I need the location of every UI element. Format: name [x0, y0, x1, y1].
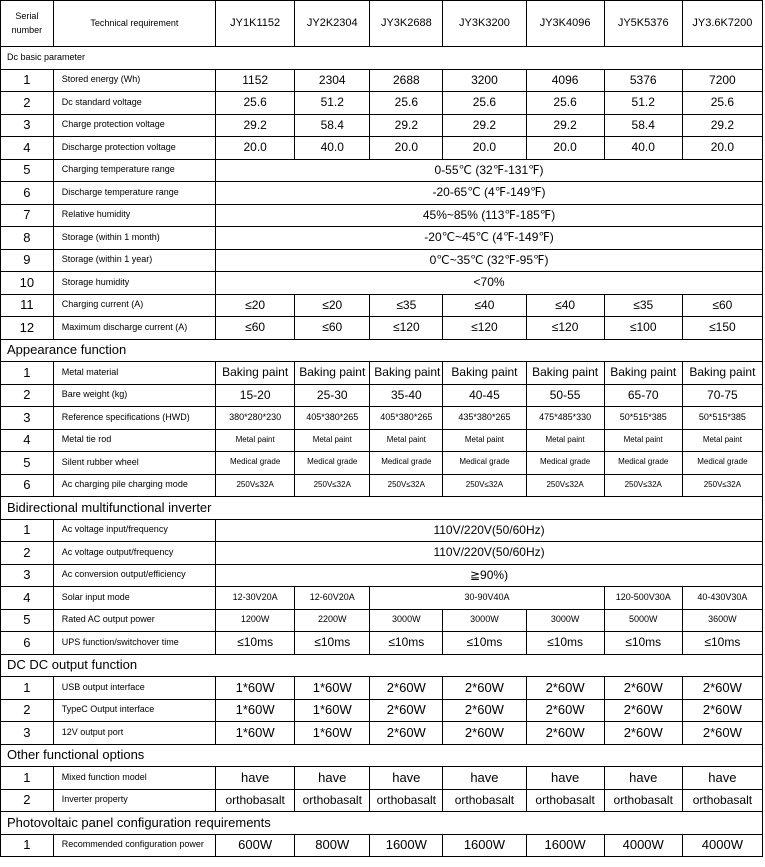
value-cell: 2*60W [370, 722, 443, 745]
requirement-label: Maximum discharge current (A) [53, 317, 215, 340]
table-row [1, 722, 763, 745]
requirement-label: Metal material [53, 362, 215, 385]
spanned-value-cell: ≧90%) [216, 564, 763, 587]
serial-number-cell: 1 [1, 834, 54, 857]
requirement-label: Silent rubber wheel [53, 452, 215, 475]
value-cell: 15-20 [216, 384, 295, 407]
serial-number-cell: 9 [1, 249, 54, 272]
value-cell: ≤100 [604, 317, 682, 340]
value-cell: 1*60W [216, 722, 295, 745]
value-cell: Metal paint [682, 429, 762, 452]
section-title: Photovoltaic panel configuration requirements [1, 812, 763, 835]
value-cell: ≤10ms [526, 632, 604, 655]
spanned-value-cell: -20-65℃ (4℉-149℉) [216, 182, 763, 205]
value-cell: ≤60 [682, 294, 762, 317]
value-cell: 1*60W [216, 677, 295, 700]
value-cell: 51.2 [604, 92, 682, 115]
requirement-label: Bare weight (kg) [53, 384, 215, 407]
value-cell: 2*60W [526, 677, 604, 700]
value-cell: 405*380*265 [295, 407, 370, 430]
value-cell: 435*380*265 [443, 407, 526, 430]
value-cell: 25-30 [295, 384, 370, 407]
section-title: Other functional options [1, 744, 763, 767]
value-cell: 2*60W [370, 677, 443, 700]
value-cell: 1200W [216, 609, 295, 632]
value-cell: 1152 [216, 69, 295, 92]
value-cell: Medical grade [370, 452, 443, 475]
requirement-label: Discharge temperature range [53, 182, 215, 205]
value-cell: 1*60W [216, 699, 295, 722]
value-cell: orthobasalt [526, 789, 604, 812]
value-cell: 405*380*265 [370, 407, 443, 430]
spanned-value-cell: 0-55℃ (32℉-131℉) [216, 159, 763, 182]
table-row [1, 227, 763, 250]
value-cell: 5376 [604, 69, 682, 92]
table-row [1, 92, 763, 115]
value-cell: ≤120 [443, 317, 526, 340]
value-cell: ≤10ms [604, 632, 682, 655]
value-cell: 29.2 [216, 114, 295, 137]
requirement-label: Relative humidity [53, 204, 215, 227]
spanned-value-cell: -20℃~45℃ (4℉-149℉) [216, 227, 763, 250]
serial-number-cell: 3 [1, 722, 54, 745]
value-cell: 20.0 [526, 137, 604, 160]
value-cell: 40-45 [443, 384, 526, 407]
table-row [1, 474, 763, 497]
section-header-row [1, 339, 763, 362]
value-cell: Medical grade [295, 452, 370, 475]
requirement-label: Recommended configuration power [53, 834, 215, 857]
spanned-value-cell: 110V/220V(50/60Hz) [216, 542, 763, 565]
table-row [1, 69, 763, 92]
serial-number-cell: 1 [1, 69, 54, 92]
value-cell: 2*60W [526, 699, 604, 722]
requirement-label: Reference specifications (HWD) [53, 407, 215, 430]
serial-number-cell: 2 [1, 92, 54, 115]
value-cell: 40.0 [604, 137, 682, 160]
serial-number-cell: 1 [1, 767, 54, 790]
value-cell: 50-55 [526, 384, 604, 407]
requirement-label: Storage (within 1 year) [53, 249, 215, 272]
spanned-value-cell: 45%~85% (113℉-185℉) [216, 204, 763, 227]
serial-number-cell: 1 [1, 519, 54, 542]
value-cell: 70-75 [682, 384, 762, 407]
value-cell: 2*60W [682, 722, 762, 745]
value-cell: 50*515*385 [604, 407, 682, 430]
value-cell: have [604, 767, 682, 790]
section-header-row [1, 744, 763, 767]
table-row [1, 564, 763, 587]
section-header-row [1, 654, 763, 677]
value-cell: 2200W [295, 609, 370, 632]
serial-number-cell: 3 [1, 564, 54, 587]
serial-number-header: Serial number [1, 1, 54, 47]
value-cell: Medical grade [443, 452, 526, 475]
serial-number-cell: 1 [1, 362, 54, 385]
requirement-label: UPS function/switchover time [53, 632, 215, 655]
value-cell: 12-60V20A [295, 587, 370, 610]
value-cell: ≤10ms [370, 632, 443, 655]
value-cell: 2*60W [443, 722, 526, 745]
value-cell: orthobasalt [216, 789, 295, 812]
value-cell: 4000W [682, 834, 762, 857]
serial-number-cell: 2 [1, 542, 54, 565]
serial-number-cell: 7 [1, 204, 54, 227]
value-cell: Metal paint [216, 429, 295, 452]
section-title: DC DC output function [1, 654, 763, 677]
serial-number-cell: 6 [1, 182, 54, 205]
value-cell: Metal paint [443, 429, 526, 452]
requirement-label: Solar input mode [53, 587, 215, 610]
value-cell: ≤20 [216, 294, 295, 317]
model-header: JY5K5376 [604, 1, 682, 47]
value-cell: ≤35 [604, 294, 682, 317]
section-header-row [1, 497, 763, 520]
serial-number-cell: 8 [1, 227, 54, 250]
value-cell: 40-430V30A [682, 587, 762, 610]
value-cell: orthobasalt [682, 789, 762, 812]
value-cell: ≤20 [295, 294, 370, 317]
value-cell: Medical grade [604, 452, 682, 475]
value-cell: Baking paint [682, 362, 762, 385]
requirement-label: USB output interface [53, 677, 215, 700]
requirement-label: Metal tie rod [53, 429, 215, 452]
value-cell: 120-500V30A [604, 587, 682, 610]
value-cell: Medical grade [682, 452, 762, 475]
serial-number-cell: 2 [1, 699, 54, 722]
model-header: JY3K2688 [370, 1, 443, 47]
value-cell: 3000W [443, 609, 526, 632]
value-cell: Baking paint [604, 362, 682, 385]
value-cell: 2688 [370, 69, 443, 92]
value-cell: ≤10ms [216, 632, 295, 655]
table-row [1, 137, 763, 160]
value-cell: 2*60W [443, 699, 526, 722]
requirement-label: Ac conversion output/efficiency [53, 564, 215, 587]
value-cell: Baking paint [526, 362, 604, 385]
serial-number-cell: 4 [1, 587, 54, 610]
value-cell: 250V≤32A [682, 474, 762, 497]
serial-number-cell: 10 [1, 272, 54, 295]
value-cell: 25.6 [526, 92, 604, 115]
value-cell: 20.0 [216, 137, 295, 160]
value-cell: ≤60 [216, 317, 295, 340]
model-header: JY3K4096 [526, 1, 604, 47]
serial-number-cell: 1 [1, 677, 54, 700]
value-cell: 250V≤32A [216, 474, 295, 497]
value-cell: ≤40 [443, 294, 526, 317]
serial-number-cell: 4 [1, 137, 54, 160]
value-cell: ≤10ms [682, 632, 762, 655]
requirement-label: Ac voltage output/frequency [53, 542, 215, 565]
value-cell: 35-40 [370, 384, 443, 407]
table-row [1, 767, 763, 790]
value-cell: Medical grade [526, 452, 604, 475]
requirement-label: Ac charging pile charging mode [53, 474, 215, 497]
value-cell: have [295, 767, 370, 790]
value-cell: orthobasalt [443, 789, 526, 812]
section-title: Appearance function [1, 339, 763, 362]
spec-table-body [1, 1, 763, 857]
spanned-value-cell: 110V/220V(50/60Hz) [216, 519, 763, 542]
table-row [1, 452, 763, 475]
serial-number-cell: 3 [1, 407, 54, 430]
table-row [1, 587, 763, 610]
requirement-label: Mixed function model [53, 767, 215, 790]
value-cell: 1600W [370, 834, 443, 857]
value-cell: have [216, 767, 295, 790]
table-row [1, 609, 763, 632]
requirement-label: Charging current (A) [53, 294, 215, 317]
value-cell: 800W [295, 834, 370, 857]
table-row [1, 159, 763, 182]
table-row [1, 789, 763, 812]
requirement-label: Dc standard voltage [53, 92, 215, 115]
serial-number-cell: 6 [1, 632, 54, 655]
value-cell: 380*280*230 [216, 407, 295, 430]
requirement-label: TypeC Output interface [53, 699, 215, 722]
serial-number-cell: 6 [1, 474, 54, 497]
value-cell: 25.6 [443, 92, 526, 115]
value-cell: 2*60W [682, 699, 762, 722]
value-cell: 3200 [443, 69, 526, 92]
table-row [1, 204, 763, 227]
value-cell: 29.2 [443, 114, 526, 137]
value-cell: ≤150 [682, 317, 762, 340]
value-cell: 2*60W [604, 677, 682, 700]
value-cell: 30-90V40A [370, 587, 604, 610]
table-row [1, 407, 763, 430]
value-cell: 250V≤32A [370, 474, 443, 497]
requirement-label: Storage humidity [53, 272, 215, 295]
table-row [1, 542, 763, 565]
table-row [1, 182, 763, 205]
table-row [1, 519, 763, 542]
table-row [1, 249, 763, 272]
value-cell: 20.0 [443, 137, 526, 160]
serial-number-cell: 3 [1, 114, 54, 137]
serial-number-cell: 4 [1, 429, 54, 452]
value-cell: 1*60W [295, 722, 370, 745]
value-cell: 40.0 [295, 137, 370, 160]
value-cell: 20.0 [682, 137, 762, 160]
value-cell: 25.6 [216, 92, 295, 115]
value-cell: Metal paint [295, 429, 370, 452]
value-cell: have [526, 767, 604, 790]
serial-number-cell: 5 [1, 159, 54, 182]
value-cell: Medical grade [216, 452, 295, 475]
table-row [1, 384, 763, 407]
value-cell: 3000W [370, 609, 443, 632]
value-cell: 250V≤32A [526, 474, 604, 497]
value-cell: 1600W [443, 834, 526, 857]
spanned-value-cell: 0℃~35℃ (32℉-95℉) [216, 249, 763, 272]
model-header: JY3K3200 [443, 1, 526, 47]
requirement-label: Ac voltage input/frequency [53, 519, 215, 542]
value-cell: 4096 [526, 69, 604, 92]
serial-number-cell: 5 [1, 609, 54, 632]
table-row [1, 632, 763, 655]
value-cell: orthobasalt [295, 789, 370, 812]
value-cell: 2*60W [526, 722, 604, 745]
serial-number-cell: 2 [1, 384, 54, 407]
model-header: JY3.6K7200 [682, 1, 762, 47]
requirement-label: Discharge protection voltage [53, 137, 215, 160]
requirement-label: Charge protection voltage [53, 114, 215, 137]
section-header-row [1, 47, 763, 70]
section-title: Bidirectional multifunctional inverter [1, 497, 763, 520]
table-row [1, 429, 763, 452]
value-cell: 51.2 [295, 92, 370, 115]
value-cell: 1*60W [295, 699, 370, 722]
technical-requirement-header: Technical requirement [53, 1, 215, 47]
value-cell: 29.2 [526, 114, 604, 137]
requirement-label: Rated AC output power [53, 609, 215, 632]
value-cell: 58.4 [604, 114, 682, 137]
value-cell: 4000W [604, 834, 682, 857]
serial-number-cell: 12 [1, 317, 54, 340]
value-cell: Metal paint [526, 429, 604, 452]
serial-number-cell: 2 [1, 789, 54, 812]
value-cell: 12-30V20A [216, 587, 295, 610]
spanned-value-cell: <70% [216, 272, 763, 295]
value-cell: have [682, 767, 762, 790]
value-cell: Baking paint [443, 362, 526, 385]
value-cell: 29.2 [682, 114, 762, 137]
value-cell: 2*60W [604, 722, 682, 745]
value-cell: ≤10ms [443, 632, 526, 655]
value-cell: Metal paint [370, 429, 443, 452]
value-cell: 250V≤32A [443, 474, 526, 497]
value-cell: 1*60W [295, 677, 370, 700]
value-cell: have [370, 767, 443, 790]
value-cell: 475*485*330 [526, 407, 604, 430]
table-row [1, 294, 763, 317]
requirement-label: Storage (within 1 month) [53, 227, 215, 250]
requirement-label: Stored energy (Wh) [53, 69, 215, 92]
value-cell: 5000W [604, 609, 682, 632]
value-cell: 1600W [526, 834, 604, 857]
value-cell: 2*60W [370, 699, 443, 722]
value-cell: 25.6 [370, 92, 443, 115]
table-row [1, 699, 763, 722]
value-cell: 58.4 [295, 114, 370, 137]
value-cell: 600W [216, 834, 295, 857]
value-cell: ≤40 [526, 294, 604, 317]
value-cell: Baking paint [295, 362, 370, 385]
value-cell: 250V≤32A [295, 474, 370, 497]
model-header: JY1K1152 [216, 1, 295, 47]
value-cell: ≤120 [370, 317, 443, 340]
value-cell: 3000W [526, 609, 604, 632]
value-cell: 65-70 [604, 384, 682, 407]
section-title: Dc basic parameter [1, 47, 763, 70]
table-row [1, 362, 763, 385]
value-cell: 2*60W [443, 677, 526, 700]
value-cell: ≤60 [295, 317, 370, 340]
value-cell: orthobasalt [604, 789, 682, 812]
serial-number-cell: 11 [1, 294, 54, 317]
value-cell: 3600W [682, 609, 762, 632]
table-row [1, 317, 763, 340]
value-cell: orthobasalt [370, 789, 443, 812]
requirement-label: Charging temperature range [53, 159, 215, 182]
requirement-label: 12V output port [53, 722, 215, 745]
value-cell: 25.6 [682, 92, 762, 115]
value-cell: 2*60W [682, 677, 762, 700]
value-cell: Baking paint [216, 362, 295, 385]
value-cell: 29.2 [370, 114, 443, 137]
table-row [1, 677, 763, 700]
section-header-row [1, 812, 763, 835]
value-cell: 250V≤32A [604, 474, 682, 497]
value-cell: 50*515*385 [682, 407, 762, 430]
value-cell: 7200 [682, 69, 762, 92]
value-cell: 20.0 [370, 137, 443, 160]
serial-number-cell: 5 [1, 452, 54, 475]
header-row [1, 1, 763, 47]
value-cell: 2304 [295, 69, 370, 92]
model-header: JY2K2304 [295, 1, 370, 47]
table-row [1, 114, 763, 137]
value-cell: have [443, 767, 526, 790]
value-cell: ≤35 [370, 294, 443, 317]
table-row [1, 272, 763, 295]
value-cell: ≤120 [526, 317, 604, 340]
value-cell: Baking paint [370, 362, 443, 385]
value-cell: ≤10ms [295, 632, 370, 655]
value-cell: Metal paint [604, 429, 682, 452]
requirement-label: Inverter property [53, 789, 215, 812]
table-row [1, 834, 763, 857]
value-cell: 2*60W [604, 699, 682, 722]
